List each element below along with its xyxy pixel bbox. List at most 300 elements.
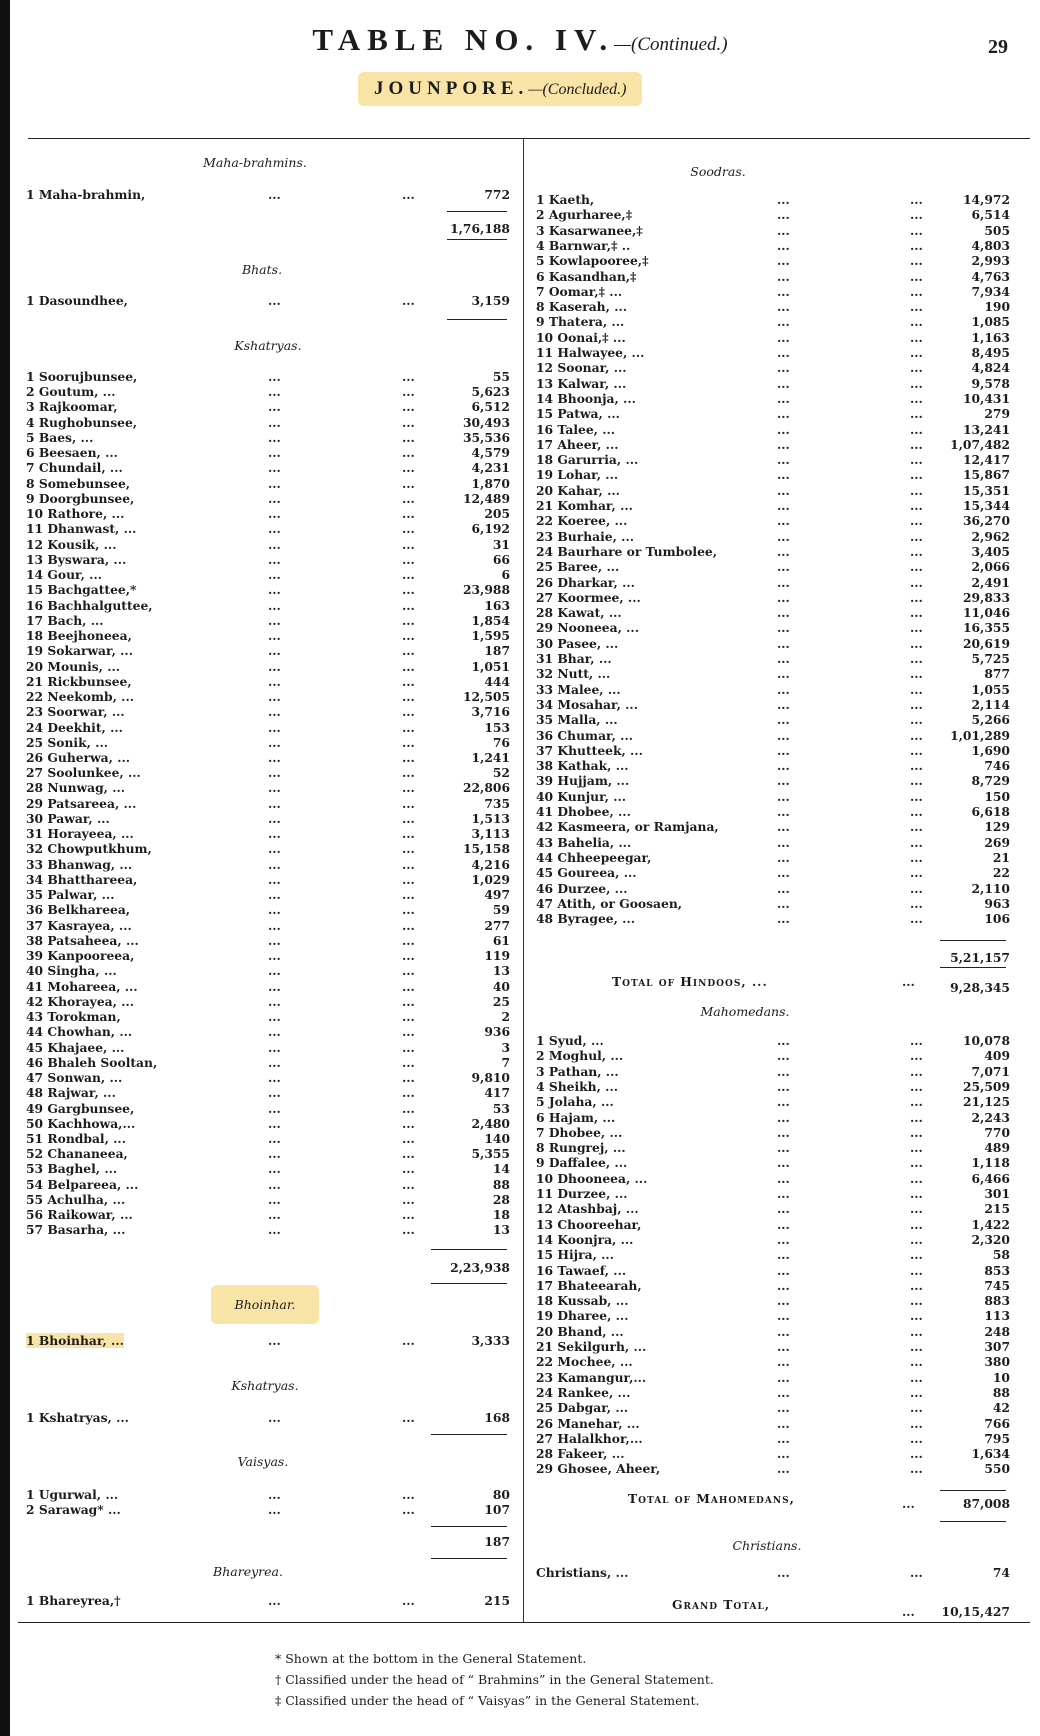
row-label: 2 Moghul, ... bbox=[536, 1048, 624, 1064]
table-row bbox=[26, 521, 510, 536]
dots: ... bbox=[268, 293, 281, 308]
row-label: 56 Raikowar, ... bbox=[26, 1207, 133, 1223]
row-value: 269 bbox=[984, 834, 1010, 850]
row-label: 52 Chananeea, bbox=[26, 1146, 128, 1162]
dots: ... bbox=[268, 1115, 281, 1131]
row-label: 1 Kshatryas, ... bbox=[26, 1410, 129, 1425]
dots: ... bbox=[268, 993, 281, 1009]
dots: ... bbox=[268, 932, 281, 948]
dots: ... bbox=[402, 187, 415, 202]
dots: ... bbox=[402, 826, 415, 842]
row-label: 18 Kussab, ... bbox=[536, 1293, 629, 1309]
row-value: 4,579 bbox=[471, 445, 510, 461]
row-value: 1,163 bbox=[971, 329, 1010, 345]
page-number: 29 bbox=[988, 36, 1008, 58]
row-value: 1,051 bbox=[471, 658, 510, 674]
table-row bbox=[26, 476, 510, 491]
row-value: 16,355 bbox=[962, 620, 1010, 636]
row-label: 18 Garurria, ... bbox=[536, 452, 639, 468]
row-label: 55 Achulha, ... bbox=[26, 1191, 126, 1207]
row-label: 21 Rickbunsee, bbox=[26, 673, 132, 689]
dots: ... bbox=[402, 643, 415, 659]
dots: ... bbox=[777, 1293, 790, 1309]
table-row bbox=[26, 918, 510, 933]
dots: ... bbox=[910, 207, 923, 223]
dots: ... bbox=[910, 1308, 923, 1324]
dots: ... bbox=[268, 414, 281, 430]
table-row bbox=[536, 865, 1010, 880]
dots: ... bbox=[268, 1593, 281, 1608]
table-row bbox=[26, 1502, 510, 1517]
dots: ... bbox=[777, 1033, 790, 1048]
dots: ... bbox=[777, 620, 790, 636]
bottom-rule bbox=[18, 1622, 1030, 1623]
row-value: 22,806 bbox=[462, 780, 510, 796]
table-row bbox=[536, 1217, 1010, 1232]
row-value: 2,480 bbox=[471, 1115, 510, 1131]
row-value: 12,417 bbox=[962, 452, 1010, 468]
row-value: 74 bbox=[992, 1565, 1010, 1580]
row-value: 106 bbox=[984, 911, 1010, 927]
row-label: 21 Sekilgurh, ... bbox=[536, 1339, 647, 1354]
row-value: 3,333 bbox=[471, 1333, 510, 1348]
row-value: 15,867 bbox=[962, 467, 1010, 483]
row-value: 746 bbox=[984, 758, 1010, 774]
row-value: 279 bbox=[984, 406, 1010, 422]
row-label: 37 Kasrayea, ... bbox=[26, 917, 132, 933]
dots: ... bbox=[910, 498, 923, 513]
table-row bbox=[536, 1232, 1010, 1247]
dots: ... bbox=[910, 1201, 923, 1217]
dots: ... bbox=[777, 1354, 790, 1370]
row-value: 745 bbox=[984, 1277, 1010, 1293]
row-value: 6,192 bbox=[471, 521, 510, 537]
dots: ... bbox=[777, 1446, 790, 1462]
row-label: 36 Belkhareea, bbox=[26, 902, 131, 918]
table-row bbox=[536, 911, 1010, 926]
heading-bhoinhar bbox=[145, 1297, 385, 1312]
dots: ... bbox=[910, 1369, 923, 1385]
dots: ... bbox=[777, 865, 790, 881]
dots: ... bbox=[777, 268, 790, 284]
table-row bbox=[26, 491, 510, 506]
dots: ... bbox=[402, 1085, 415, 1101]
row-value: 1,854 bbox=[471, 612, 510, 628]
table-title bbox=[0, 22, 1040, 58]
row-label: 27 Koormee, ... bbox=[536, 589, 641, 605]
dots: ... bbox=[402, 475, 415, 491]
row-label: 39 Kanpooreea, bbox=[26, 948, 135, 964]
dots: ... bbox=[402, 917, 415, 933]
dots: ... bbox=[910, 1354, 923, 1370]
dots: ... bbox=[910, 1231, 923, 1247]
table-row bbox=[26, 1070, 510, 1085]
table-row bbox=[536, 1278, 1010, 1293]
dots: ... bbox=[402, 871, 415, 887]
row-value: 28 bbox=[492, 1191, 510, 1207]
row-label: 33 Bhanwag, ... bbox=[26, 856, 133, 872]
row-label: 47 Sonwan, ... bbox=[26, 1070, 123, 1086]
table-row bbox=[536, 330, 1010, 345]
row-label: 31 Horayeea, ... bbox=[26, 826, 134, 842]
dots: ... bbox=[910, 1170, 923, 1186]
dots: ... bbox=[268, 521, 281, 537]
dots: ... bbox=[402, 536, 415, 552]
table-row bbox=[26, 902, 510, 917]
dots: ... bbox=[777, 574, 790, 590]
dots: ... bbox=[777, 1430, 790, 1446]
row-value: 4,763 bbox=[971, 268, 1010, 284]
dots: ... bbox=[268, 902, 281, 918]
dots: ... bbox=[902, 1604, 915, 1619]
row-value: 9,578 bbox=[971, 375, 1010, 391]
row-value: 2,243 bbox=[971, 1109, 1010, 1125]
dots: ... bbox=[268, 1009, 281, 1025]
row-label: 30 Pasee, ... bbox=[536, 635, 619, 651]
row-label: 42 Kasmeera, or Ramjana, bbox=[536, 819, 719, 835]
row-value: 5,725 bbox=[971, 651, 1010, 666]
table-row bbox=[26, 598, 510, 613]
table-row bbox=[536, 1293, 1010, 1308]
total-hindoos-value: 9,28,345 bbox=[950, 980, 1010, 995]
table-row bbox=[26, 1040, 510, 1055]
row-value: 22 bbox=[992, 865, 1010, 881]
rule bbox=[940, 1490, 1006, 1491]
table-row bbox=[536, 559, 1010, 574]
row-value: 3,113 bbox=[471, 826, 510, 842]
table-row bbox=[26, 369, 510, 384]
heading-bhats: Bhats. bbox=[241, 262, 283, 277]
table-row bbox=[26, 1487, 510, 1502]
dots: ... bbox=[910, 1323, 923, 1339]
row-label: 20 Kahar, ... bbox=[536, 482, 620, 498]
row-label: 7 Oomar,‡ ... bbox=[536, 283, 623, 299]
table-row bbox=[536, 590, 1010, 605]
row-label: 38 Kathak, ... bbox=[536, 758, 629, 774]
row-label: 41 Dhobee, ... bbox=[536, 804, 631, 819]
row-label: 4 Barnwar,‡ .. bbox=[536, 237, 631, 253]
row-label: 57 Basarha, ... bbox=[26, 1222, 126, 1238]
dots: ... bbox=[777, 314, 790, 330]
table-row bbox=[536, 819, 1010, 834]
table-row bbox=[26, 750, 510, 765]
row-label: 6 Hajam, ... bbox=[536, 1109, 616, 1125]
dots: ... bbox=[268, 856, 281, 872]
row-value: 53 bbox=[492, 1100, 510, 1116]
row-label: 9 Doorgbunsee, bbox=[26, 490, 135, 506]
district-title bbox=[358, 72, 642, 106]
row-label: 8 Kaserah, ... bbox=[536, 299, 628, 315]
row-label: 14 Koonjra, ... bbox=[536, 1231, 634, 1247]
table-row bbox=[536, 1094, 1010, 1109]
dots: ... bbox=[402, 1100, 415, 1116]
dots: ... bbox=[910, 1140, 923, 1156]
dots: ... bbox=[910, 1078, 923, 1094]
table-row bbox=[536, 452, 1010, 467]
dots: ... bbox=[910, 666, 923, 682]
row-value: 36,270 bbox=[962, 513, 1010, 529]
row-label: 40 Kunjur, ... bbox=[536, 788, 627, 804]
dots: ... bbox=[268, 734, 281, 750]
row-label: 3 Pathan, ... bbox=[536, 1063, 619, 1079]
table-row bbox=[26, 1333, 510, 1348]
table-row bbox=[536, 743, 1010, 758]
rule bbox=[431, 1249, 507, 1250]
row-label: 17 Bach, ... bbox=[26, 612, 104, 628]
row-value: 9,810 bbox=[471, 1070, 510, 1086]
dots: ... bbox=[402, 856, 415, 872]
row-label: 40 Singha, ... bbox=[26, 963, 117, 979]
row-label: 20 Mounis, ... bbox=[26, 658, 121, 674]
row-value: 129 bbox=[984, 819, 1010, 835]
row-label: 5 Baes, ... bbox=[26, 429, 94, 445]
dots: ... bbox=[777, 1323, 790, 1339]
row-label: 15 Hijra, ... bbox=[536, 1247, 614, 1263]
dots: ... bbox=[402, 1009, 415, 1025]
row-value: 140 bbox=[484, 1131, 510, 1146]
dots: ... bbox=[268, 1146, 281, 1162]
row-label: 9 Daffalee, ... bbox=[536, 1155, 628, 1171]
row-label: 51 Rondbal, ... bbox=[26, 1131, 126, 1146]
dots: ... bbox=[402, 1487, 415, 1502]
dots: ... bbox=[910, 1565, 923, 1580]
row-value: 42 bbox=[992, 1400, 1010, 1416]
dots: ... bbox=[268, 1176, 281, 1192]
dots: ... bbox=[402, 506, 415, 522]
dots: ... bbox=[910, 1048, 923, 1064]
dots: ... bbox=[402, 1024, 415, 1040]
table-row bbox=[536, 345, 1010, 360]
row-label: 1 Bhareyrea,† bbox=[26, 1593, 121, 1608]
dots: ... bbox=[402, 1207, 415, 1223]
row-label: 24 Baurhare or Tumbolee, bbox=[536, 543, 718, 559]
row-value: 5,623 bbox=[471, 384, 510, 400]
row-label: 32 Nutt, ... bbox=[536, 666, 611, 682]
row-label: 19 Dharee, ... bbox=[536, 1308, 629, 1324]
dots: ... bbox=[777, 222, 790, 238]
table-row bbox=[536, 1186, 1010, 1201]
dots: ... bbox=[910, 1247, 923, 1263]
row-label: 25 Dabgar, ... bbox=[536, 1400, 629, 1416]
dots: ... bbox=[910, 758, 923, 774]
row-label: 34 Bhatthareea, bbox=[26, 871, 138, 887]
dots: ... bbox=[402, 1176, 415, 1192]
row-value: 20,619 bbox=[962, 635, 1010, 651]
dots: ... bbox=[402, 810, 415, 826]
dots: ... bbox=[910, 1262, 923, 1278]
dots: ... bbox=[268, 612, 281, 628]
table-row bbox=[536, 1247, 1010, 1262]
row-value: 1,870 bbox=[471, 475, 510, 491]
dots: ... bbox=[777, 482, 790, 498]
dots: ... bbox=[402, 780, 415, 796]
dots: ... bbox=[268, 826, 281, 842]
row-value: 190 bbox=[984, 299, 1010, 315]
row-value: 25,509 bbox=[962, 1078, 1010, 1094]
dots: ... bbox=[402, 399, 415, 415]
dots: ... bbox=[777, 1384, 790, 1400]
row-label: 1 Bhoinhar, ... bbox=[26, 1333, 124, 1348]
dots: ... bbox=[777, 1155, 790, 1171]
row-label: 4 Rughobunsee, bbox=[26, 414, 138, 430]
dots: ... bbox=[402, 993, 415, 1009]
top-rule bbox=[28, 138, 1030, 139]
dots: ... bbox=[910, 804, 923, 819]
table-row bbox=[536, 605, 1010, 620]
soodras-total: 5,21,157 bbox=[950, 950, 1010, 965]
table-row bbox=[26, 887, 510, 902]
row-value: 409 bbox=[984, 1048, 1010, 1064]
dots: ... bbox=[268, 445, 281, 461]
dots: ... bbox=[268, 887, 281, 903]
table-row bbox=[536, 1446, 1010, 1461]
dots: ... bbox=[268, 810, 281, 826]
dots: ... bbox=[910, 911, 923, 927]
dots: ... bbox=[910, 620, 923, 636]
table-row bbox=[26, 430, 510, 445]
table-row bbox=[26, 1410, 510, 1425]
row-value: 88 bbox=[992, 1384, 1010, 1400]
dots: ... bbox=[268, 1131, 281, 1146]
row-value: 13 bbox=[492, 1222, 510, 1238]
row-value: 307 bbox=[984, 1339, 1010, 1354]
row-value: 248 bbox=[984, 1323, 1010, 1339]
row-label: 14 Bhoonja, ... bbox=[536, 390, 636, 406]
dots: ... bbox=[777, 436, 790, 452]
dots: ... bbox=[910, 268, 923, 284]
row-label: 2 Agurharee,‡ bbox=[536, 207, 633, 223]
table-row bbox=[26, 841, 510, 856]
row-value: 1,513 bbox=[471, 810, 510, 826]
row-label: 1 Soorujbunsee, bbox=[26, 369, 138, 384]
row-value: 877 bbox=[984, 666, 1010, 682]
dots: ... bbox=[402, 1054, 415, 1070]
grand-total-label: Grand Total, bbox=[672, 1597, 771, 1612]
dots: ... bbox=[910, 513, 923, 529]
dots: ... bbox=[910, 222, 923, 238]
table-row bbox=[536, 1308, 1010, 1323]
table-row bbox=[26, 659, 510, 674]
row-value: 6,514 bbox=[971, 207, 1010, 223]
row-label: 30 Pawar, ... bbox=[26, 810, 110, 826]
dots: ... bbox=[268, 1410, 281, 1425]
heading-christians: Christians. bbox=[732, 1538, 802, 1553]
footnote-1: * Shown at the bottom in the General Statement. bbox=[275, 1651, 587, 1666]
row-label: 19 Lohar, ... bbox=[536, 467, 619, 483]
row-value: 61 bbox=[492, 932, 510, 948]
dots: ... bbox=[777, 283, 790, 299]
dots: ... bbox=[777, 1400, 790, 1416]
row-label: 43 Bahelia, ... bbox=[536, 834, 632, 850]
dots: ... bbox=[777, 1186, 790, 1201]
row-value: 113 bbox=[984, 1308, 1010, 1324]
row-label: 23 Soorwar, ... bbox=[26, 704, 125, 720]
dots: ... bbox=[910, 1033, 923, 1048]
dots: ... bbox=[777, 1109, 790, 1125]
row-label: 23 Kamangur,... bbox=[536, 1369, 647, 1385]
table-row bbox=[536, 850, 1010, 865]
row-label: 29 Patsareea, ... bbox=[26, 795, 137, 811]
dots: ... bbox=[910, 314, 923, 330]
row-value: 277 bbox=[484, 917, 510, 933]
dots: ... bbox=[910, 865, 923, 881]
dots: ... bbox=[268, 704, 281, 720]
dots: ... bbox=[910, 773, 923, 789]
row-label: 53 Baghel, ... bbox=[26, 1161, 118, 1177]
dots: ... bbox=[910, 192, 923, 207]
table-row bbox=[536, 1064, 1010, 1079]
table-row bbox=[536, 1140, 1010, 1155]
dots: ... bbox=[402, 521, 415, 537]
dots: ... bbox=[910, 819, 923, 835]
table-row bbox=[536, 406, 1010, 421]
row-label: 24 Rankee, ... bbox=[536, 1384, 631, 1400]
row-label: 1 Maha-brahmin, bbox=[26, 187, 146, 202]
row-value: 505 bbox=[984, 222, 1010, 238]
row-value: 2 bbox=[501, 1009, 510, 1025]
dots: ... bbox=[402, 1191, 415, 1207]
table-row bbox=[26, 537, 510, 552]
row-label: 27 Soolunkee, ... bbox=[26, 765, 141, 781]
table-row bbox=[536, 666, 1010, 681]
dots: ... bbox=[777, 804, 790, 819]
table-row bbox=[26, 811, 510, 826]
table-row bbox=[536, 697, 1010, 712]
footnote-3: ‡ Classified under the head of “ Vaisyas” in the General Statement. bbox=[275, 1693, 700, 1708]
table-row bbox=[26, 735, 510, 750]
dots: ... bbox=[402, 567, 415, 583]
row-label: 9 Thatera, ... bbox=[536, 314, 625, 330]
table-row bbox=[536, 269, 1010, 284]
dots: ... bbox=[268, 460, 281, 476]
table-row bbox=[536, 376, 1010, 391]
row-value: 10 bbox=[992, 1369, 1010, 1385]
row-label: 6 Kasandhan,‡ bbox=[536, 268, 637, 284]
table-row bbox=[26, 857, 510, 872]
row-value: 7,934 bbox=[971, 283, 1010, 299]
row-value: 30,493 bbox=[462, 414, 510, 430]
dots: ... bbox=[402, 460, 415, 476]
dots: ... bbox=[268, 1161, 281, 1177]
dots: ... bbox=[777, 742, 790, 758]
dots: ... bbox=[402, 1410, 415, 1425]
dots: ... bbox=[910, 895, 923, 911]
row-label: 8 Somebunsee, bbox=[26, 475, 131, 491]
dots: ... bbox=[910, 727, 923, 743]
dots: ... bbox=[268, 582, 281, 598]
row-label: 27 Halalkhor,... bbox=[536, 1430, 643, 1446]
row-value: 66 bbox=[492, 551, 510, 567]
dots: ... bbox=[777, 1078, 790, 1094]
dots: ... bbox=[402, 1161, 415, 1177]
row-label: 11 Durzee, ... bbox=[536, 1186, 628, 1201]
dots: ... bbox=[910, 452, 923, 468]
dots: ... bbox=[777, 1461, 790, 1477]
table-row bbox=[536, 544, 1010, 559]
row-value: 4,803 bbox=[971, 237, 1010, 253]
dots: ... bbox=[910, 1430, 923, 1446]
row-value: 4,231 bbox=[471, 460, 510, 476]
dots: ... bbox=[268, 490, 281, 506]
dots: ... bbox=[402, 932, 415, 948]
table-row bbox=[26, 187, 510, 202]
dots: ... bbox=[268, 750, 281, 765]
row-value: 10,431 bbox=[962, 390, 1010, 406]
dots: ... bbox=[910, 1293, 923, 1309]
rule bbox=[940, 1521, 1006, 1522]
table-row bbox=[26, 720, 510, 735]
table-row bbox=[536, 1201, 1010, 1216]
